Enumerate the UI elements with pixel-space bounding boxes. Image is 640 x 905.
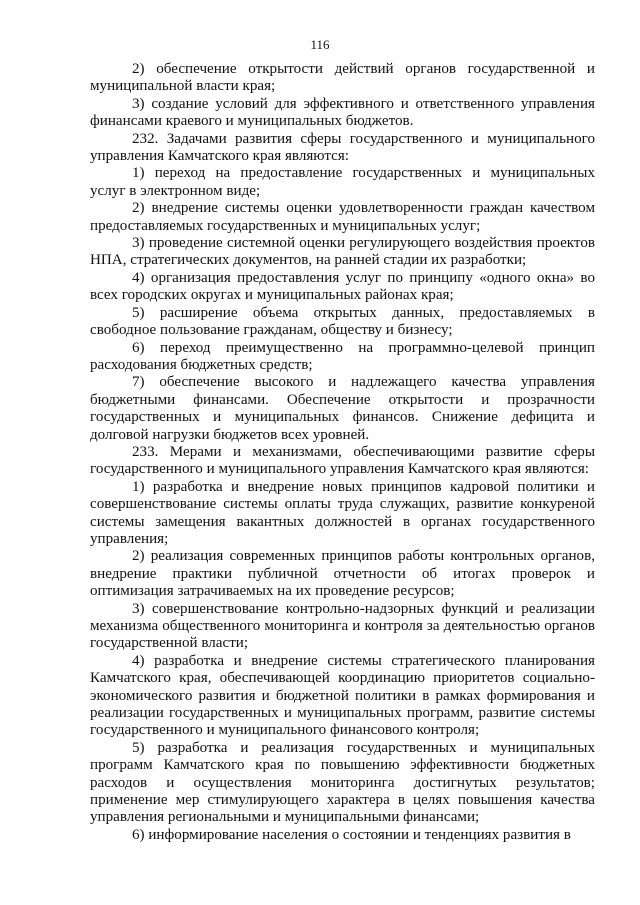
- paragraph: 3) совершенствование контрольно-надзорных функций и реализации механизма общественного мониторинга и контроля за деятельностью органов государственной власти;: [90, 600, 595, 652]
- page-number: 116: [310, 37, 330, 52]
- paragraph: 1) разработка и внедрение новых принципов кадровой политики и совершенствование системы оплаты труда служащих, развитие конкуреной системы замещения вакантных должностей в органах государственного управления;: [90, 478, 595, 547]
- body-text: [90, 61, 595, 844]
- paragraph: 4) организация предоставления услуг по принципу «одного окна» во всех городских округах и муниципальных районах края;: [90, 269, 595, 304]
- paragraph: 5) расширение объема открытых данных, предоставляемых в свободное пользование гражданам, обществу и бизнесу;: [90, 304, 595, 339]
- paragraph: 6) переход преимущественно на программно-целевой принцип расходования бюджетных средств;: [90, 339, 595, 373]
- paragraph: 4) разработка и внедрение системы стратегического планирования Камчатского края, обеспечивающей координацию приоритетов социально-экономического развития и бюджетной политики в рамках формирования и реализации государственных и муниципальных программ, развитие системы государственного и муниципального финансового контроля;: [90, 652, 595, 739]
- paragraph: 3) создание условий для эффективного и ответственного управления финансами краевого и муниципальных бюджетов.: [90, 95, 595, 130]
- paragraph: 6) информирование населения о состоянии и тенденциях развития в: [132, 826, 571, 843]
- paragraph: 3) проведение системной оценки регулирующего воздействия проектов НПА, стратегических документов, на ранней стадии их разработки;: [90, 235, 595, 269]
- paragraph: 1) переход на предоставление государственных и муниципальных услуг в электронном виде;: [90, 165, 595, 199]
- paragraph: 2) внедрение системы оценки удовлетворенности граждан качеством предоставляемых государственных и муниципальных услуг;: [90, 200, 595, 234]
- paragraph: 7) обеспечение высокого и надлежащего качества управления бюджетными финансами. Обеспечение открытости и прозрачности государственных и муниципальных финансов. Снижение дефицита и долговой нагрузки бюджетов всех уровней.: [90, 374, 595, 443]
- paragraph: 233. Мерами и механизмами, обеспечивающими развитие сферы государственного и муниципального управления Камчатского края являются:: [90, 443, 595, 478]
- paragraph: 232. Задачами развития сферы государственного и муниципального управления Камчатского края являются:: [90, 130, 595, 165]
- paragraph: 2) реализация современных принципов работы контрольных органов, внедрение практики публичной отчетности об итогах проверок и оптимизация затрачиваемых на их проведение ресурсов;: [90, 548, 595, 600]
- paragraph: 2) обеспечение открытости действий органов государственной и муниципальной власти края;: [90, 61, 595, 95]
- paragraph: 5) разработка и реализация государственных и муниципальных программ Камчатского края по повышению эффективности бюджетных расходов и осуществления мониторинга достигнутых результатов; применение мер стимулирующего характера в целях повышения качества управления региональными и муниципальными финансами;: [90, 739, 595, 826]
